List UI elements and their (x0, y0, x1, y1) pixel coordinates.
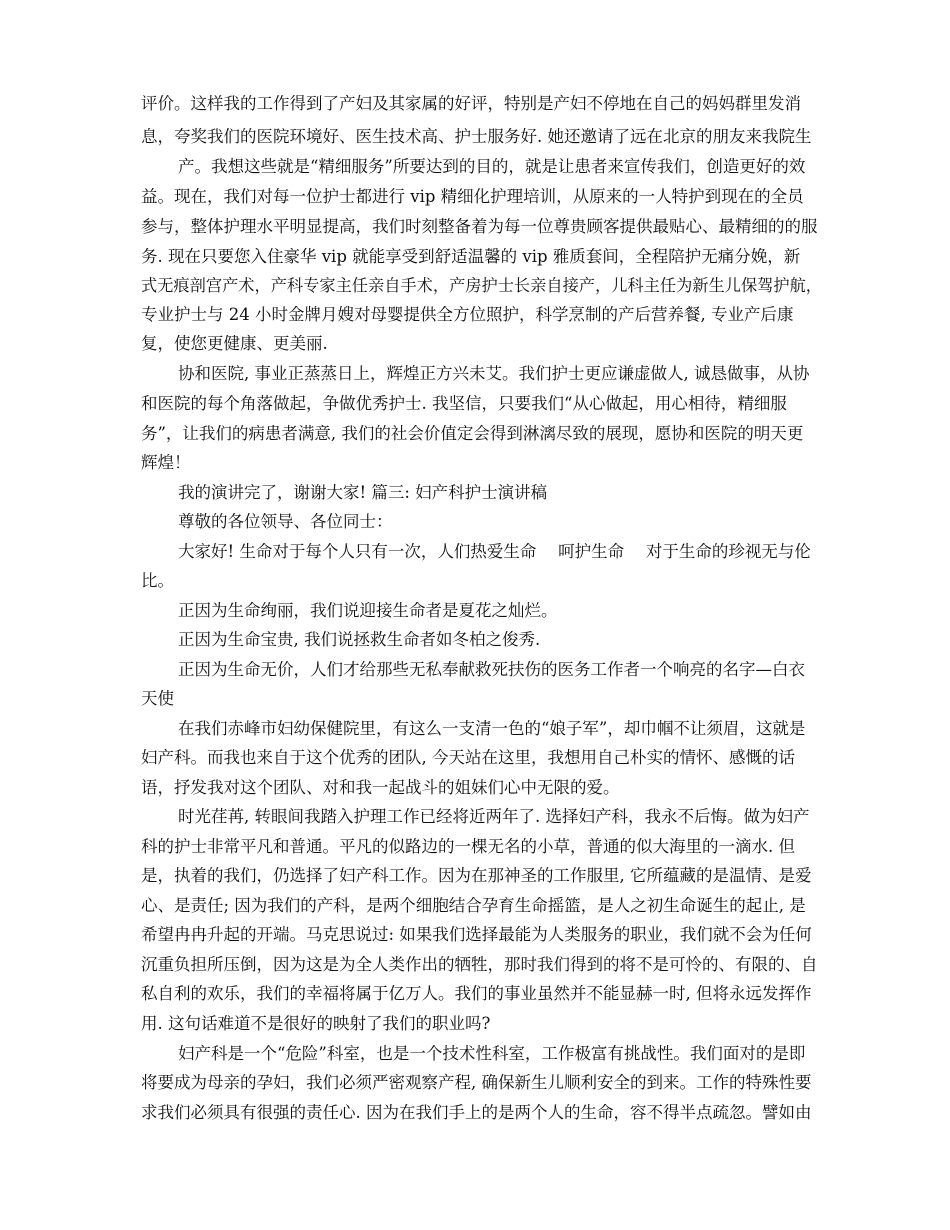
paragraph-start: 正因为生命宝贵, 我们说拯救生命者如冬柏之俊秀. (178, 630, 541, 649)
text-line: 妇产科。而我也来自于这个优秀的团队, 今天站在这里，我想用自己朴实的情怀、感慨的话 (141, 748, 795, 767)
text-line: 求我们必须具有很强的责任心. 因为在我们手上的是两个人的生命，容不得半点疏忽。譬如由 (141, 1103, 812, 1122)
text-line: 专业护士与 24 小时金牌月嫂对母婴提供全方位照护，科学烹制的产后营养餐, 专业产后康 (141, 305, 794, 324)
text-line: 希望冉冉升起的开端。马克思说过: 如果我们选择最能为人类服务的职业，我们就不会为任何 (141, 925, 812, 944)
text-line: 务. 现在只要您入住豪华 vip 就能享受到舒适温馨的 vip 雅质套间，全程陪护无痛分娩，新 (141, 247, 801, 266)
paragraph-start: 在我们赤峰市妇幼保健院里，有这么一支清一色的“娘子军”，却巾帼不让须眉，这就是 (178, 719, 806, 738)
text-line: 益。现在，我们对每一位护士都进行 vip 精细化护理培训，从原来的一人特护到现在的全员 (141, 187, 804, 206)
text-line: 息，夸奖我们的医院环境好、医生技术高、护士服务好. 她还邀请了远在北京的朋友来我院生 (141, 127, 812, 146)
text-line: 科的护士非常平凡和普通。平凡的似路边的一棵无名的小草，普通的似大海里的一滴水. 但 (141, 837, 795, 856)
text-line: 式无痕剖宫产术，产科专家主任亲自手术，产房护士长亲自接产，儿科主任为新生儿保驾护航， (141, 276, 823, 295)
text-line: 辉煌！ (141, 453, 191, 472)
paragraph-start: 妇产科是一个“危险”科室，也是一个技术性科室，工作极富有挑战性。我们面对的是即 (178, 1044, 806, 1063)
text-line: 产。我想这些就是“精细服务”所要达到的目的，就是让患者来宣传我们，创造更好的效 (178, 157, 806, 176)
text-line: 评价。这样我的工作得到了产妇及其家属的好评，特别是产妇不停地在自己的妈妈群里发消 (141, 94, 801, 113)
text-line: 天使 (141, 689, 174, 708)
text-line: 语，抒发我对这个团队、对和我一起战斗的姐妹们心中无限的爱。 (141, 778, 620, 797)
paragraph-start: 协和医院, 事业正蒸蒸日上，辉煌正方兴未艾。我们护士更应谦虚做人, 诚恳做事，从协 (178, 364, 810, 383)
paragraph-start: 正因为生命绚丽，我们说迎接生命者是夏花之灿烂。 (178, 601, 558, 620)
text-line: 沉重负担所压倒，因为这是为全人类作出的牺牲，那时我们得到的将不是可怜的、有限的、自 (141, 955, 818, 974)
text-line: 比。 (141, 571, 174, 590)
paragraph-start: 我的演讲完了，谢谢大家! 篇三: 妇产科护士演讲稿 (178, 483, 548, 502)
text-line: 务”，让我们的病患者满意, 我们的社会价值定会得到淋漓尽致的展现，愿协和医院的明天更 (141, 424, 804, 443)
paragraph-start: 大家好! 生命对于每个人只有一次，人们热爱生命 呵护生命 对于生命的珍视无与伦 (178, 542, 811, 561)
text-line: 和医院的每个角落做起，争做优秀护士. 我坚信，只要我们“从心做起，用心相待，精细服 (141, 394, 787, 413)
text-line: 是，执着的我们，仍选择了妇产科工作。因为在那神圣的工作服里, 它所蕴藏的是温情、是爱 (141, 866, 812, 885)
paragraph-start: 尊敬的各位领导、各位同士： (178, 512, 393, 531)
text-line: 参与，整体护理水平明显提高，我们时刻整备着为每一位尊贵顾客提供最贴心、最精细的的服 (141, 217, 818, 236)
text-line: 用. 这句话难道不是很好的映射了我们的职业吗? (141, 1014, 491, 1033)
text-line: 复，使您更健康、更美丽. (141, 334, 328, 353)
text-line: 心、是责任; 因为我们的产科，是两个细胞结合孕育生命摇篮，是人之初生命诞生的起止, 是 (141, 896, 806, 915)
text-line: 私自利的欢乐，我们的幸福将属于亿万人。我们的事业虽然并不能显赫一时, 但将永远发挥作 (141, 984, 812, 1003)
paragraph-start: 正因为生命无价，人们才给那些无私奉献救死扶伤的医务工作者一个响亮的名字—白衣 (178, 660, 805, 679)
paragraph-start: 时光荏苒, 转眼间我踏入护理工作已经将近两年了. 选择妇产科，我永不后悔。做为妇产 (178, 807, 810, 826)
text-line: 将要成为母亲的孕妇，我们必须严密观察产程, 确保新生儿顺利安全的到来。工作的特殊性要 (141, 1073, 812, 1092)
